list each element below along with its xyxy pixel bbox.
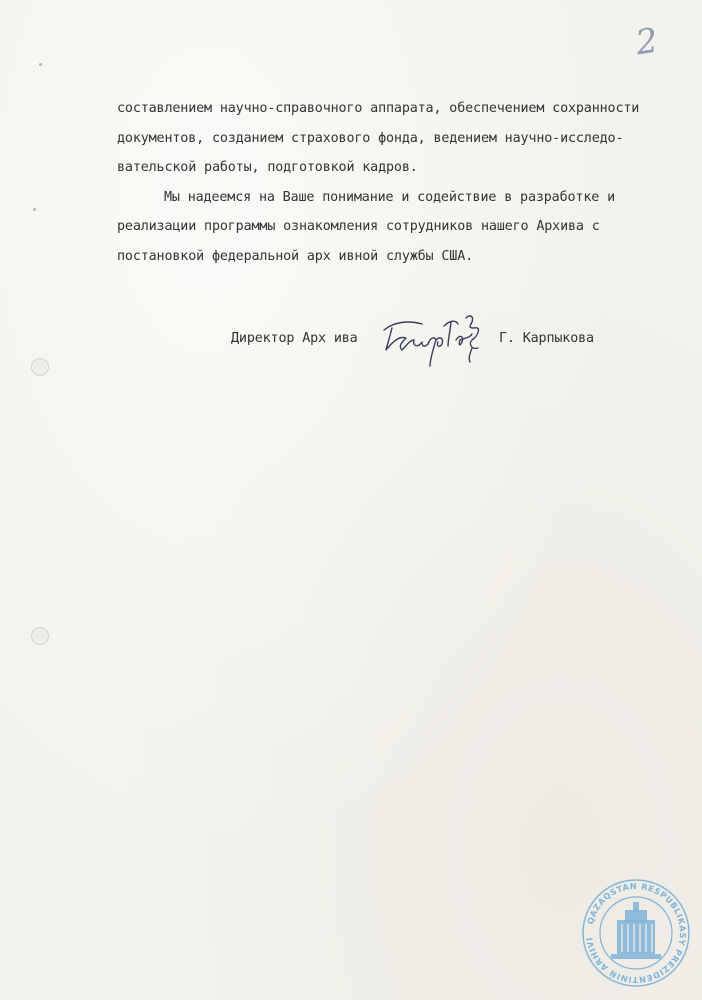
punch-hole	[31, 627, 49, 645]
body-line: Мы надеемся на Ваше понимание и содействие в разработке и	[164, 189, 615, 205]
body-line: реализации программы ознакомления сотрудников нашего Архива с	[117, 219, 600, 234]
body-line: вательской работы, подготовкой кадров.	[117, 160, 418, 175]
letter-body	[117, 94, 687, 271]
body-line: составлением научно-справочного аппарата, обеспечением сохранности	[117, 101, 640, 116]
paper-speck	[33, 208, 36, 211]
punch-hole	[31, 358, 49, 376]
paper-speck	[39, 63, 42, 66]
body-line: документов, созданием страхового фонда, ведением научно-исследо-	[117, 130, 624, 146]
svg-text:QAZAQSTAN RESPUBLIKASY PREZIDE: QAZAQSTAN RESPUBLIKASY PREZIDENTINIŃ ARHIVI	[584, 880, 689, 986]
page-number: 2	[633, 20, 661, 64]
body-line: постановкой федеральной арх ивной службы США.	[117, 248, 474, 264]
signatory-title: Директор Арх ива	[231, 331, 358, 346]
handwritten-signature	[378, 310, 490, 368]
signature-block	[231, 324, 651, 354]
signatory-name: Г. Карпыкова	[499, 331, 594, 346]
archive-stamp	[581, 878, 691, 988]
